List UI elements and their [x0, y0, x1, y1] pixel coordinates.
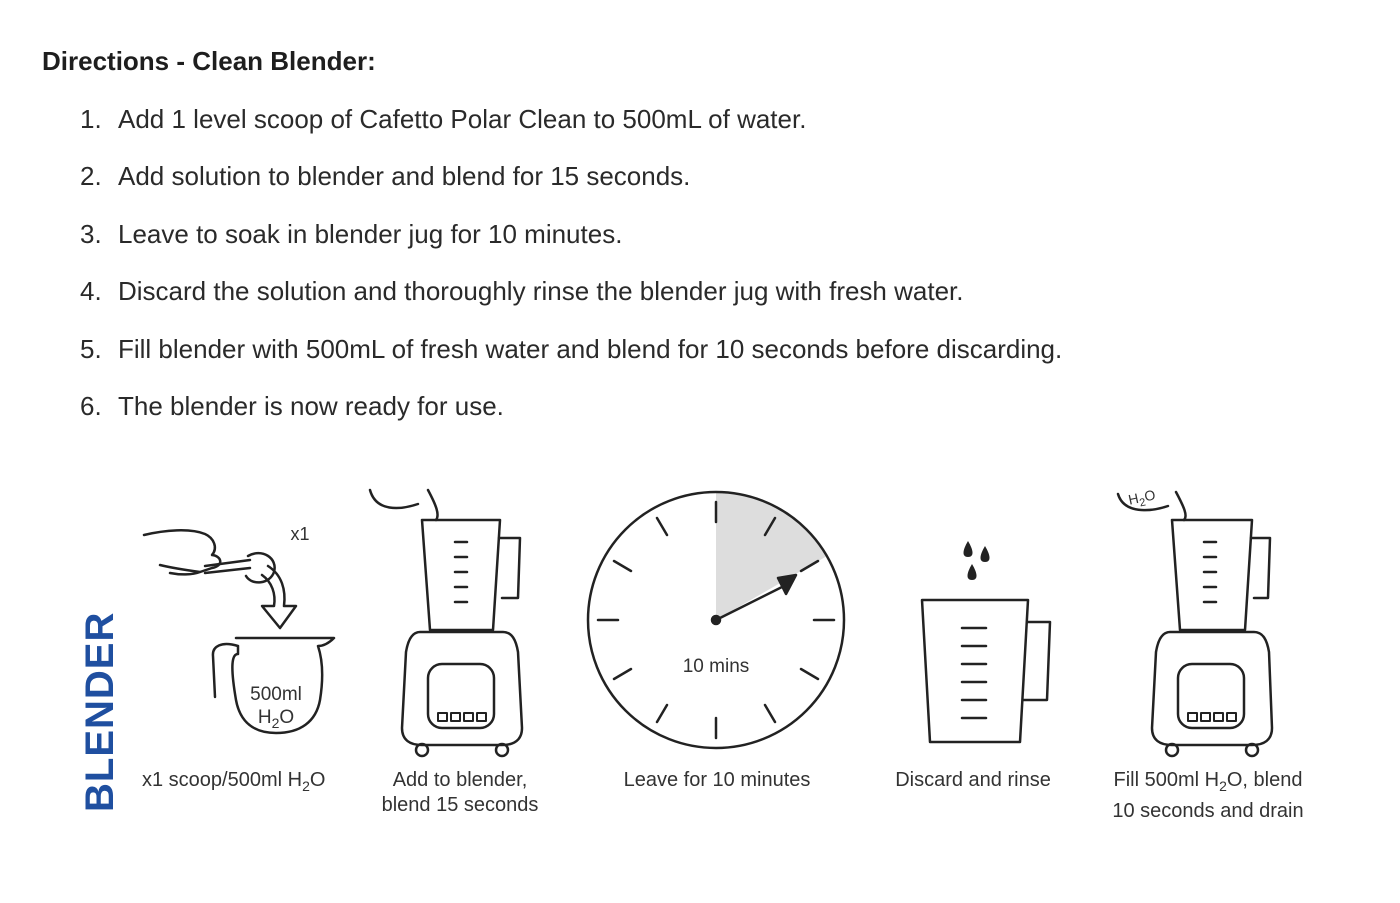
clock-center-icon	[712, 616, 720, 624]
hand-icon	[144, 530, 220, 574]
jug-markings	[1204, 542, 1216, 602]
step-text: Add solution to blender and blend for 15 seconds.	[118, 161, 691, 192]
blender-jug-icon	[422, 520, 500, 630]
water-h: H	[257, 707, 272, 728]
step-text: The blender is now ready for use.	[118, 390, 504, 421]
caption-step-4: Discard and rinse	[895, 769, 1051, 791]
clock-elapsed-wedge	[716, 492, 827, 620]
blender-pour-illustration	[370, 490, 522, 756]
water-sub: 2	[1138, 496, 1147, 510]
caption-line-2: 10 seconds and drain	[1112, 800, 1304, 822]
caption-line-1	[1100, 768, 1316, 799]
blender-handle-icon	[1251, 538, 1270, 598]
caption-line-1: Add to blender,	[392, 769, 528, 791]
blender-side-label: BLENDER	[78, 611, 122, 812]
control-buttons	[438, 713, 486, 721]
water-h: H	[1126, 489, 1141, 508]
caption-sub: 2	[302, 778, 310, 794]
caption-step-2	[360, 768, 560, 818]
caption-end: O, blend	[1226, 769, 1303, 791]
step-number: 5.	[80, 333, 102, 364]
water-drop-icon	[964, 541, 973, 557]
pour-icon	[370, 490, 438, 520]
caption-end: O	[309, 769, 326, 791]
jug-volume-label: 500ml	[250, 684, 302, 705]
step-number: 2.	[80, 161, 102, 192]
blender-handle-icon	[499, 538, 520, 598]
caption-step-3: Leave for 10 minutes	[623, 769, 811, 791]
jug-water-label	[258, 707, 294, 731]
step-number: 1.	[80, 104, 102, 134]
page-title: Directions - Clean Blender:	[42, 46, 376, 76]
water-sub: 2	[271, 715, 280, 731]
water-o: O	[279, 707, 295, 728]
control-buttons	[1188, 713, 1236, 721]
step-number: 6.	[80, 390, 102, 421]
caption-main: Fill 500ml H	[1113, 769, 1220, 791]
caption-sub: 2	[1219, 778, 1227, 794]
discard-illustration	[922, 541, 1050, 742]
step-text: Discard the solution and thoroughly rinse the blender jug with fresh water.	[118, 276, 964, 307]
arrow-down-icon	[262, 566, 296, 628]
scoop-count: x1	[290, 524, 310, 544]
jug-icon	[922, 600, 1028, 742]
caption-line-2: blend 15 seconds	[381, 794, 539, 816]
water-o: O	[1142, 486, 1157, 505]
caption-step-1	[142, 768, 325, 799]
caption-step-5	[1100, 768, 1316, 824]
caption-main: x1 scoop/500ml H	[142, 769, 303, 791]
step-text: Add 1 level scoop of Cafetto Polar Clean to 500mL of water.	[118, 104, 807, 134]
clock-illustration	[588, 492, 844, 748]
step-text: Leave to soak in blender jug for 10 minutes.	[118, 218, 623, 249]
jug-markings	[962, 628, 986, 718]
water-drop-icon	[981, 546, 990, 562]
step-number: 3.	[80, 218, 102, 249]
water-drop-icon	[968, 564, 977, 580]
clock-hand-arrow-icon	[778, 575, 796, 594]
jug-markings	[455, 542, 467, 602]
blender-fill-illustration	[1118, 486, 1272, 756]
step-number: 4.	[80, 276, 102, 307]
clock-label: 10 mins	[682, 656, 750, 677]
scoop-illustration	[144, 524, 334, 733]
blender-jug-icon	[1172, 520, 1252, 630]
step-text: Fill blender with 500mL of fresh water and blend for 10 seconds before discarding.	[118, 333, 1063, 364]
